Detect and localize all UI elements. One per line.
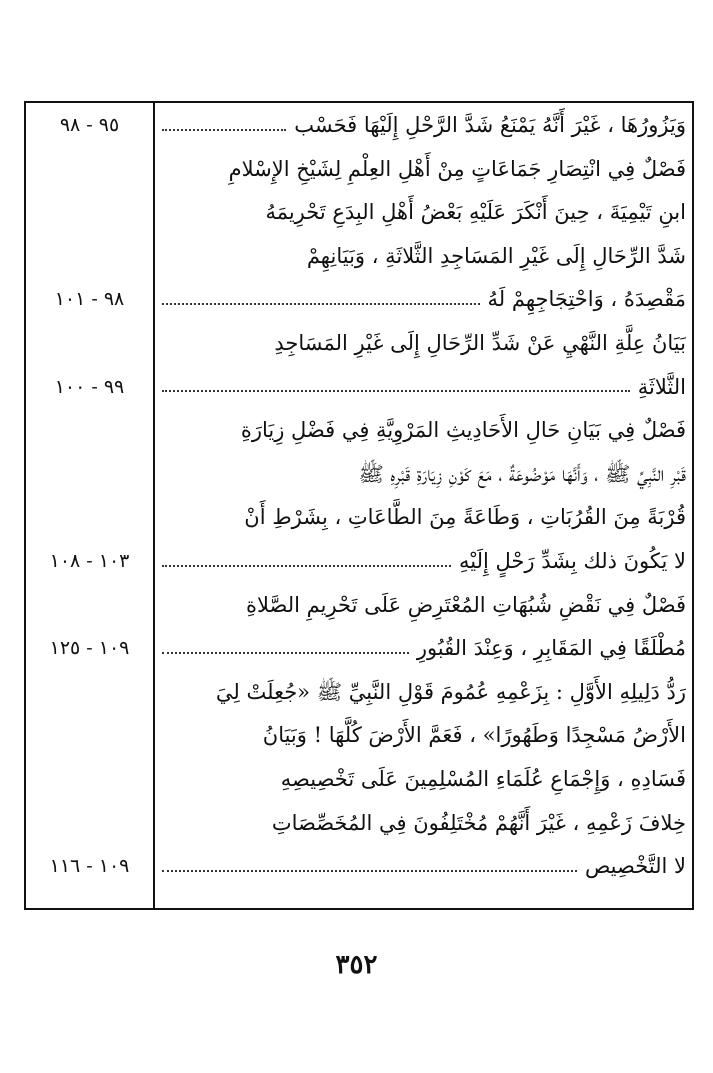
column-divider [153,101,155,910]
index-line [160,802,686,846]
index-line [160,148,686,192]
index-line [160,845,686,889]
index-line [160,409,686,453]
index-line [160,627,686,671]
leader-dots [162,129,286,131]
index-line-text: قُرْبَةً مِنَ القُرُبَاتِ ، وَطَاعَةً مِنَ الطَّاعَاتِ ، بِشَرْطِ أَنْ [244,505,686,530]
page-range: ١٠٩ - ١١٦ [49,855,130,878]
page-range: ٩٥ - ٩٨ [59,114,120,136]
index-line-text: لا يَكُونَ ذلك بِشَدِّ رَحْلٍ إِلَيْهِ [459,548,686,573]
index-line [160,671,686,715]
page-range: ٩٨ - ١٠١ [54,288,125,311]
index-line-text: مَقْصِدَهُ ، وَاحْتِجَاجِهِمْ لَهُ [487,287,686,312]
index-line-text: فَسَادِهِ ، وَإِجْمَاعِ عُلَمَاءِ المُسْلِمِينَ عَلَى تَخْصِيصِهِ [280,766,686,791]
index-line-text: وَيَزُورُهَا ، غَيْرَ أَنَّهُ يَمْنَعُ شَدَّ الرَّحْلِ إِلَيْهَا فَحَسْب [294,113,686,137]
index-line [160,453,686,497]
leader-dots [162,870,577,872]
index-line-text: ابنِ تَيْمِيَةَ ، حِينَ أَنْكَرَ عَلَيْهِ بَعْضُ أَهْلِ البِدَعِ تَحْرِيمَهُ [265,200,686,225]
index-line-text: فَصْلٌ فِي انْتِصَارِ جَمَاعَاتٍ مِنْ أَهْلِ العِلْمِ لِشَيْخِ الإِسْلامِ [228,156,686,181]
index-line [160,278,686,322]
index-text-column [160,104,686,889]
index-line [160,540,686,584]
index-line [160,714,686,758]
index-line-text: قَبْرِ النَّبِيِّ ﷺ ، وَأَنَّهَا مَوْضُوعَةٌ ، مَعَ كَوْنِ زِيَارَةِ قَبْرِهِ ﷺ [358,461,686,486]
index-line [160,322,686,366]
leader-dots [162,652,409,654]
index-line [160,496,686,540]
index-line-text: لا التَّخْصِيص [584,854,686,879]
leader-dots [162,565,451,567]
index-line-text: شَدَّ الرِّحَالِ إِلَى غَيْرِ المَسَاجِدِ الثَّلاثَةِ ، وَبَيَانِهِمْ [306,243,686,268]
leader-dots [162,303,480,305]
index-line [160,366,686,410]
page-range: ١٠٩ - ١٢٥ [49,637,130,660]
index-line-text: خِلافَ زَعْمِهِ ، غَيْرَ أَنَّهُمْ مُخْتَلِفُونَ فِي المُخَصِّصَاتِ [271,810,686,835]
index-line-text: فَصْلٌ فِي بَيَانِ حَالِ الأَحَادِيثِ المَرْوِيَّةِ فِي فَضْلِ زِيَارَةِ [240,418,686,443]
index-line [160,758,686,802]
index-line [160,584,686,628]
index-line [160,191,686,235]
index-line-text: الأَرْضُ مَسْجِدًا وَطَهُورًا» ، فَعَمَّ الأَرْضَ كُلَّهَا ! وَبَيَانُ [262,723,686,748]
leader-dots [162,390,630,392]
index-line-text: رَدُّ دَلِيلِهِ الأَوَّلِ : بِزَعْمِهِ عُمُومَ قَوْلِ النَّبِيِّ ﷺ «جُعِلَتْ لِيَ [215,679,686,704]
page-number: ٣٥٢ [335,950,378,980]
index-line [160,235,686,279]
index-line [160,104,686,148]
index-line-text: الثَّلاثَةِ [637,374,686,399]
page-range: ١٠٣ - ١٠٨ [49,550,130,572]
index-line-text: بَيَانُ عِلَّةِ النَّهْيِ عَنْ شَدِّ الرِّحَالِ إِلَى غَيْرِ المَسَاجِدِ [274,330,686,355]
page-range: ٩٩ - ١٠٠ [54,375,125,398]
index-line-text: فَصْلٌ فِي نَقْضِ شُبُهَاتِ المُعْتَرِضِ عَلَى تَحْرِيمِ الصَّلاةِ [246,592,686,617]
index-line-text: مُطْلَقًا فِي المَقَابِرِ ، وَعِنْدَ القُبُورِ [416,636,686,661]
